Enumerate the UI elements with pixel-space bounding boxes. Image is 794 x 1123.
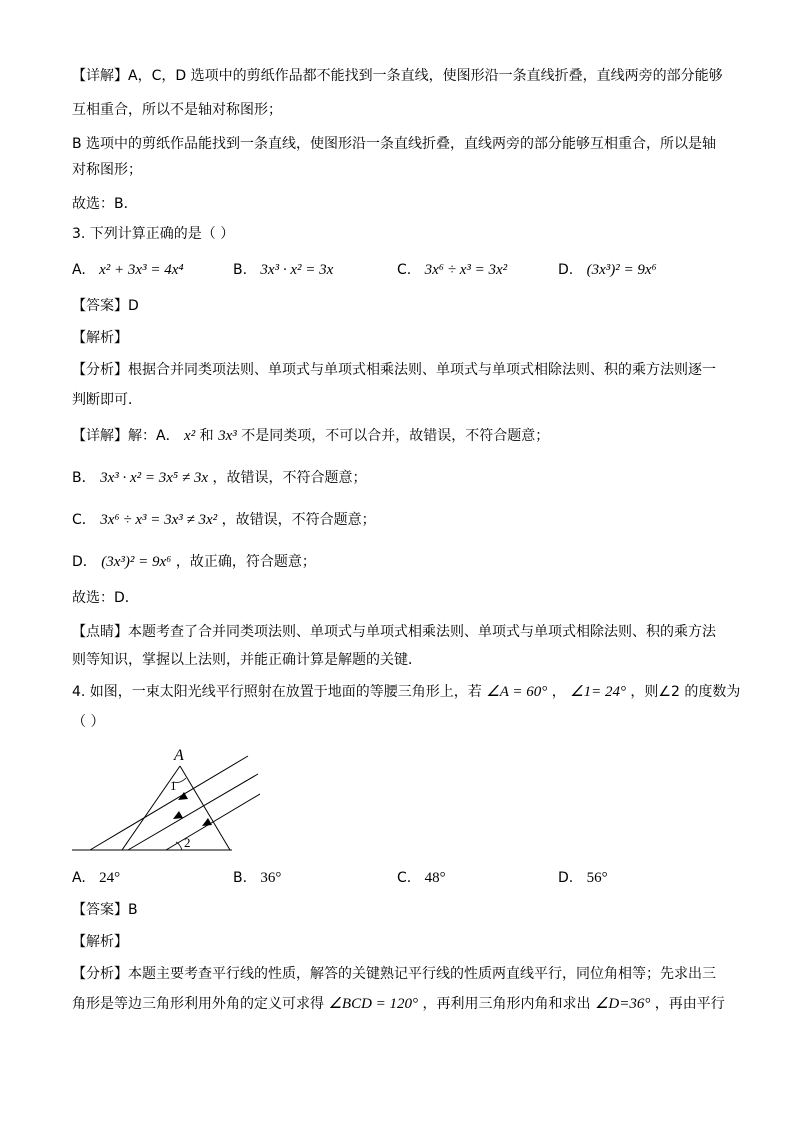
text: B． xyxy=(72,470,96,486)
q4-option-d xyxy=(558,868,608,888)
text-line: 故选：D． xyxy=(72,590,139,606)
text-line: （ ） xyxy=(72,714,105,730)
angle-2-label: 2 xyxy=(184,835,191,850)
math-expression: 3x⁶ ÷ x³ = 3x³ ≠ 3x² xyxy=(100,512,218,528)
ray-arrow-2 xyxy=(173,811,183,819)
detail-a xyxy=(72,426,549,446)
option-label: D. xyxy=(558,262,574,278)
text: ，故错误，不符合题意； xyxy=(221,512,376,528)
text: 不是同类项，不可以合并，故错误，不符合题意； xyxy=(241,428,550,444)
text: C． xyxy=(72,512,96,528)
text: ，故正确，符合题意； xyxy=(175,554,316,570)
math-expression: (3x³)² = 9x⁶ xyxy=(101,554,172,570)
option-label: C. xyxy=(397,870,412,886)
option-expression: 3x³ · x² = 3x xyxy=(260,262,334,278)
text: 和 xyxy=(199,428,214,444)
text-line: 判断即可． xyxy=(72,392,142,408)
q4-option-c xyxy=(397,868,446,888)
text-line xyxy=(72,994,725,1014)
detail-d xyxy=(72,552,316,572)
text-line: 【详解】A，C，D 选项中的剪纸作品都不能找到一条直线，使图形沿一条直线折叠，直线两旁的部分能够 xyxy=(72,68,723,84)
text-line: 【点睛】本题考查了合并同类项法则、单项式与单项式相乘法则、单项式与单项式相除法则、积的乘方法 xyxy=(72,624,716,640)
text-line: 对称图形； xyxy=(72,162,142,178)
q4-option-a xyxy=(72,868,120,888)
q3-option-c xyxy=(397,260,507,280)
text-line: 【分析】本题主要考查平行线的性质，解答的关键熟记平行线的性质两直线平行，同位角相等；先求出三 xyxy=(72,966,716,982)
option-label: B. xyxy=(233,870,248,886)
text: 4. 如图，一束太阳光线平行照射在放置于地面的等腰三角形上，若 xyxy=(72,684,482,700)
option-label: B. xyxy=(233,262,248,278)
sun-ray-3 xyxy=(166,794,260,850)
q3-option-d xyxy=(558,260,657,280)
math-expression: ∠A = 60° xyxy=(486,684,548,700)
math-expression: 3x³ xyxy=(218,428,237,444)
sun-ray-1 xyxy=(90,756,248,850)
text: 【详解】解：A． xyxy=(72,428,180,444)
text: ，故错误，不符合题意； xyxy=(212,470,367,486)
math-expression: ∠BCD = 120° xyxy=(328,996,419,1012)
ray-arrow-3 xyxy=(202,818,212,826)
question-3-stem: 3. 下列计算正确的是（ ） xyxy=(72,226,235,242)
option-label: A. xyxy=(72,262,86,278)
option-label: C. xyxy=(397,262,412,278)
q4-option-b xyxy=(233,868,281,888)
math-expression: x² xyxy=(184,428,196,444)
detail-c xyxy=(72,510,376,530)
answer-4: 【答案】B xyxy=(72,902,138,918)
answer-3: 【答案】D xyxy=(72,298,139,314)
math-expression: ∠D=36° xyxy=(594,996,651,1012)
q3-option-a xyxy=(72,260,184,280)
text-line: B 选项中的剪纸作品能找到一条直线，使图形沿一条直线折叠，直线两旁的部分能够互相重合，所以是轴 xyxy=(72,136,717,152)
text: ，再由平行 xyxy=(654,996,725,1012)
angle-1-label: 1 xyxy=(170,778,177,793)
option-value: 56° xyxy=(586,870,608,886)
detail-b xyxy=(72,468,366,488)
option-label: A. xyxy=(72,870,86,886)
sun-ray-2 xyxy=(128,774,258,850)
text: ，则∠2 的度数为 xyxy=(630,684,741,700)
text-line: 故选：B． xyxy=(72,196,138,212)
option-value: 36° xyxy=(260,870,282,886)
text: ，再利用三角形内角和求出 xyxy=(422,996,591,1012)
option-expression: (3x³)² = 9x⁶ xyxy=(586,262,657,278)
option-expression: x² + 3x³ = 4x⁴ xyxy=(99,262,184,278)
text-line: 则等知识，掌握以上法则，并能正确计算是解题的关键． xyxy=(72,652,422,668)
question-4-stem xyxy=(72,682,740,702)
analysis-heading-3: 【解析】 xyxy=(72,330,128,346)
text-line: 【分析】根据合并同类项法则、单项式与单项式相乘法则、单项式与单项式相除法则、积的乘方法则逐一 xyxy=(72,362,716,378)
q3-option-b xyxy=(233,260,333,280)
triangle-sunlight-figure xyxy=(60,738,260,858)
math-expression: 3x³ · x² = 3x⁵ ≠ 3x xyxy=(100,470,209,486)
option-label: D. xyxy=(558,870,574,886)
ray-arrow-1 xyxy=(178,792,188,800)
option-value: 24° xyxy=(99,870,121,886)
text: 角形是等边三角形利用外角的定义可求得 xyxy=(72,996,324,1012)
text: ， xyxy=(551,684,566,700)
option-value: 48° xyxy=(424,870,446,886)
text-line: 互相重合，所以不是轴对称图形； xyxy=(72,102,282,118)
text: D． xyxy=(72,554,97,570)
math-expression: ∠1= 24° xyxy=(570,684,626,700)
option-expression: 3x⁶ ÷ x³ = 3x² xyxy=(424,262,508,278)
analysis-heading-4: 【解析】 xyxy=(72,934,128,950)
vertex-a-label: A xyxy=(174,747,184,764)
